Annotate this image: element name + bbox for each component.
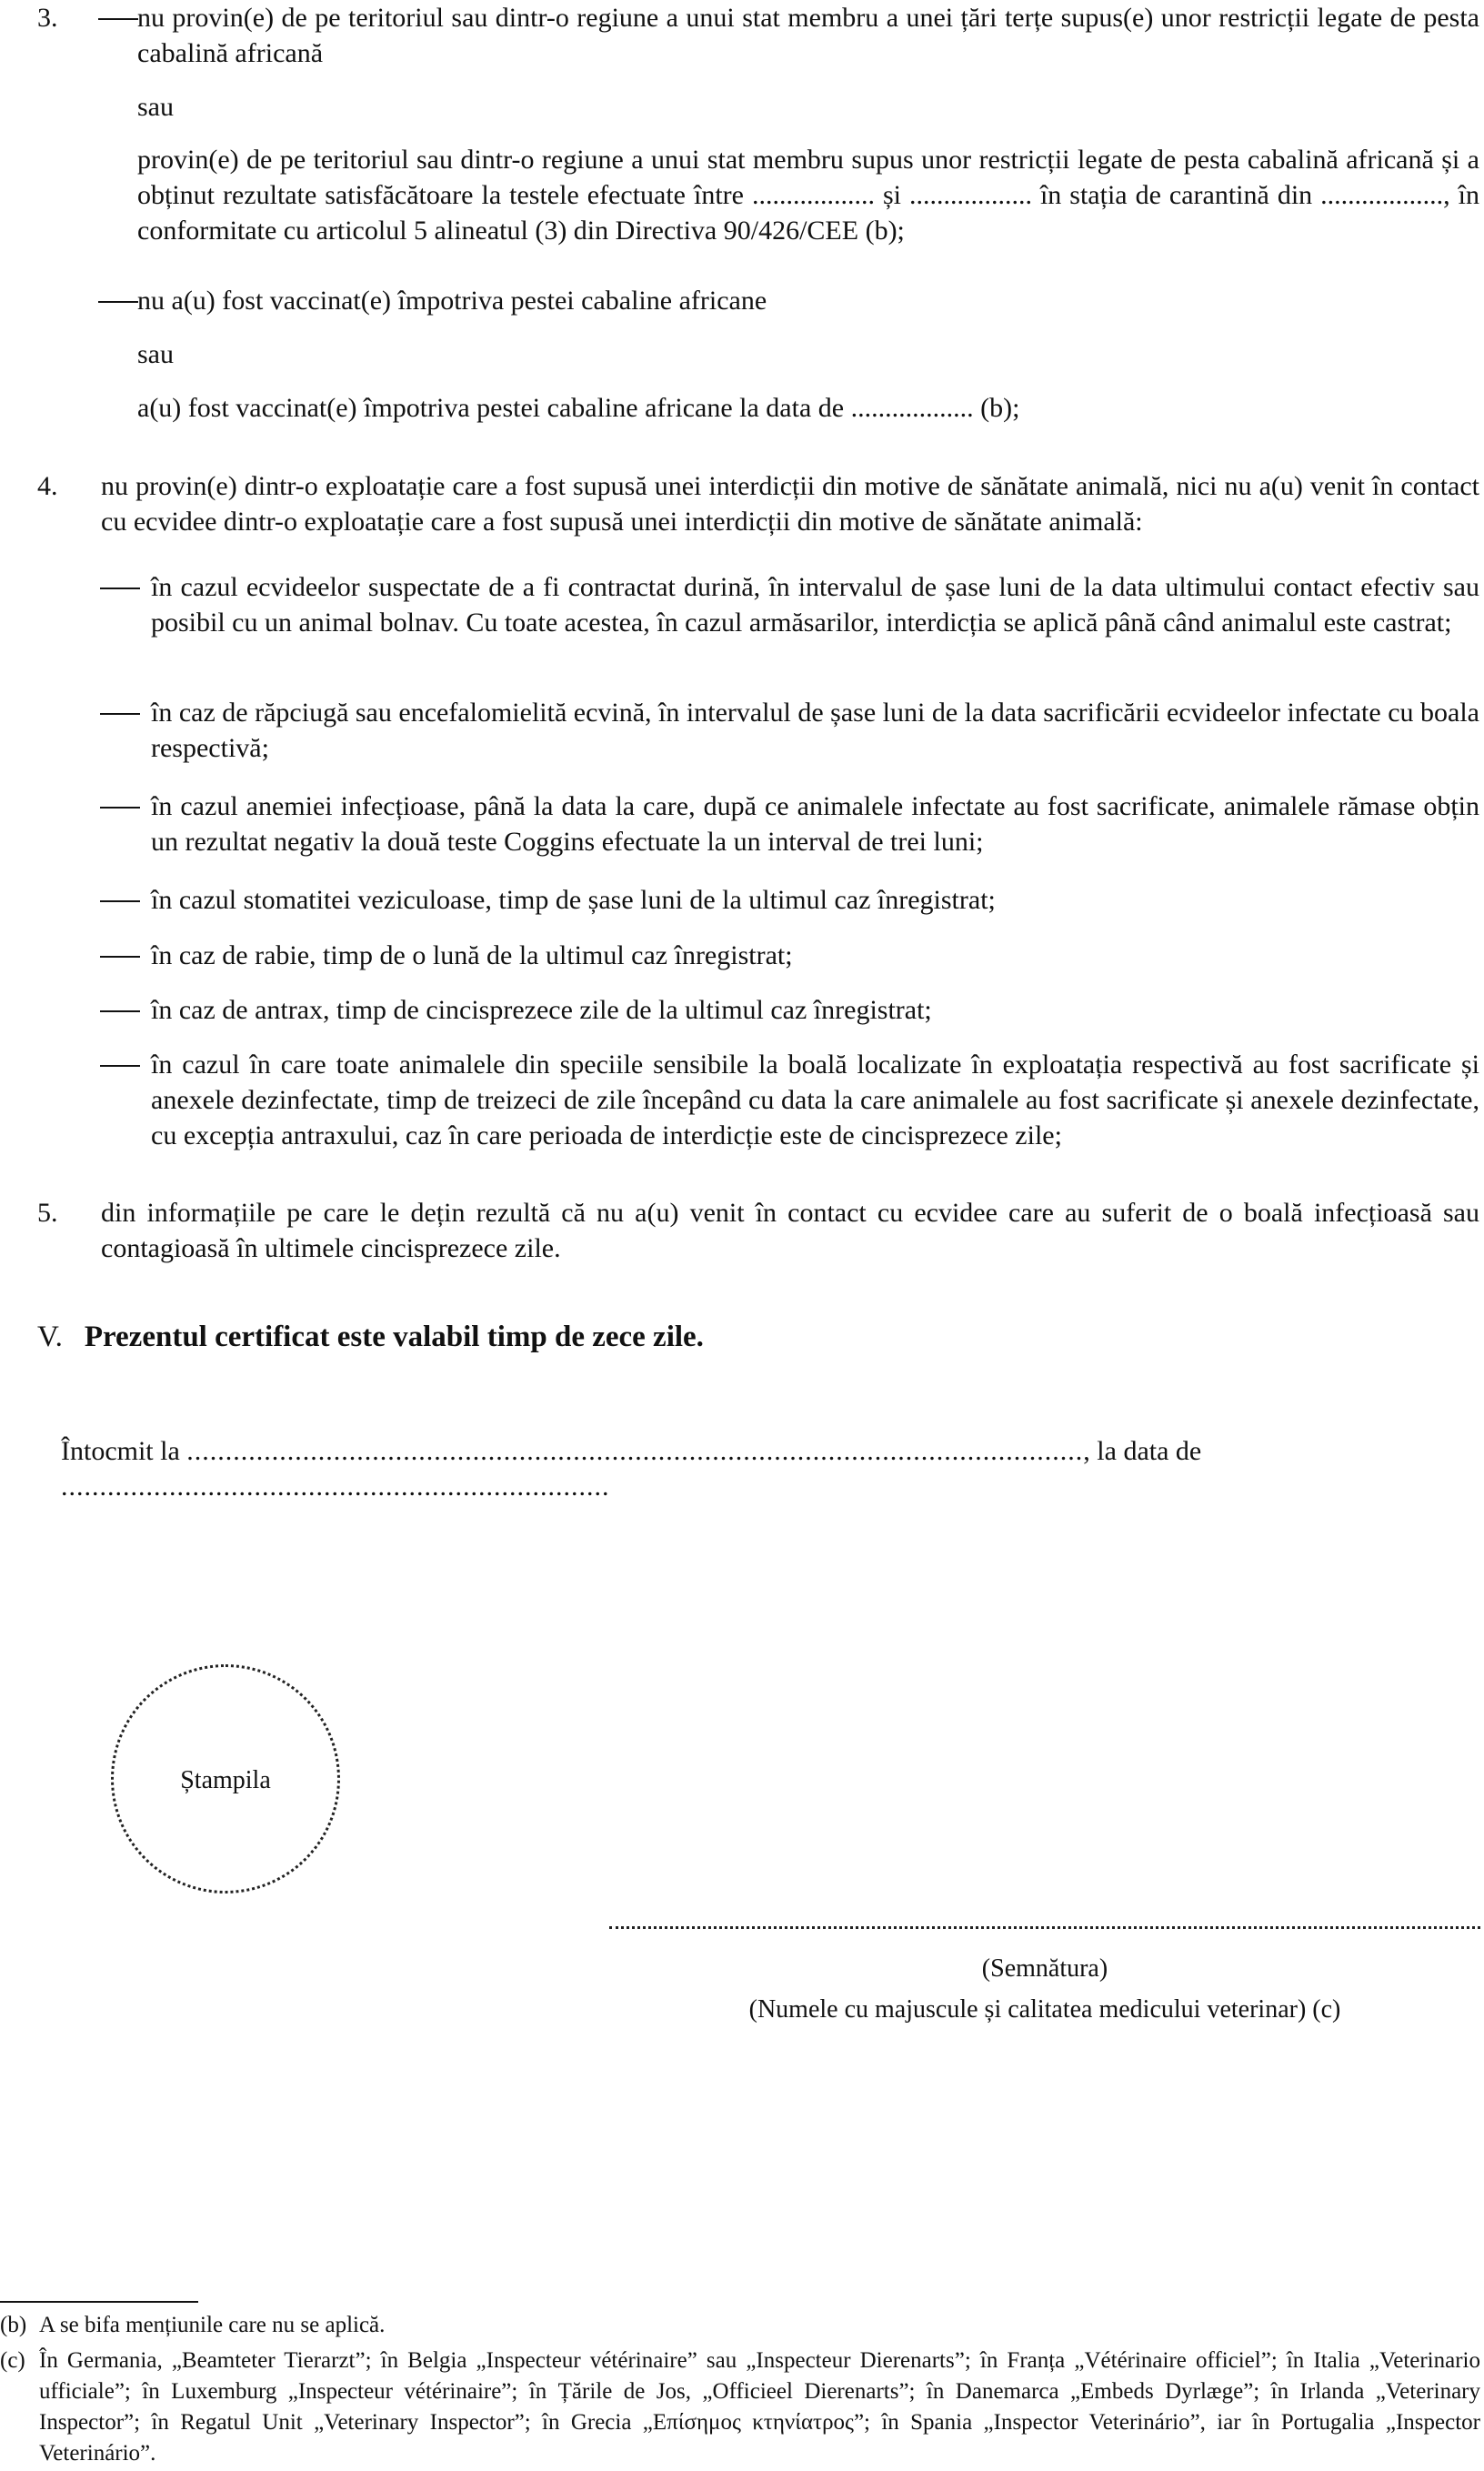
item-4-bullet — [151, 938, 1479, 973]
item-4-number: 4. — [37, 471, 58, 501]
item-3-a-alt: provin(e) de pe teritoriul sau dintr-o regiune a unui stat membru supus unor restricții legate de pesta cabalină africană și a obținut rezultate satisfăcătoare la testele efectuate între .................. și .................. în stația de carantină din .................., în conformitate cu articolul 5 alineatul (3) din Directiva 90/426/CEE (b); — [137, 145, 1479, 246]
item-4-intro: nu provin(e) dintr-o exploatație care a fost supusă unei interdicții din motive de sănătate animală, nici nu a(u) venit în contact cu ecvidee dintr-o exploatație care a fost supusă unei interdicții din motive de sănătate animală: — [101, 471, 1479, 537]
signature-caption: (Semnătura) — [981, 1954, 1108, 1983]
stamp-label: Ștampila — [180, 1766, 271, 1794]
item-3-a-or: sau — [137, 92, 174, 122]
item-4-bullet-text: în cazul în care toate animalele din speciile sensibile la boală localizate în exploatația respectivă au fost sacrificate și anexele dezinfectate, timp de treizeci de zile începând cu data la care animalele au fost sacrificate și anexele dezinfectate, cu excepția antraxului, caz în care perioada de interdicție este de cincisprezece zile; — [151, 1050, 1479, 1150]
footnote-divider — [0, 2301, 198, 2303]
item-3-b-text — [137, 283, 1479, 426]
item-3-number: 3. — [37, 3, 58, 33]
item-4-bullet-text: în cazul anemiei infecțioase, până la data la care, după ce animalele infectate au fost sacrificate, animalele rămase obțin un rezultat negativ la două teste Coggins efectuate la un interval de trei luni; — [151, 791, 1479, 857]
stamp-circle — [111, 1664, 340, 1893]
footnote-tag: (c) — [0, 2348, 25, 2373]
item-3-a-line: nu provin(e) de pe teritoriul sau dintr-o regiune a unui stat membru a unei țări terțe supus(e) unor restricții legate de pesta cabalină africană — [137, 3, 1479, 68]
item-4-bullet-text: în cazul ecvideelor suspectate de a fi contractat durină, în intervalul de șase luni de la data ultimului contact efectiv sau posibil cu un animal bolnav. Cu toate acestea, în cazul armăsarilor, interdicția se aplică până când animalul este castrat; — [151, 572, 1479, 638]
dash-marker — [100, 900, 140, 902]
dash-marker — [100, 1065, 140, 1067]
item-3-a — [137, 0, 1479, 248]
dash-marker — [100, 588, 140, 589]
item-4-bullet-text: în caz de antrax, timp de cincisprezece zile de la ultimul caz înregistrat; — [151, 995, 932, 1025]
footnote-text: În Germania, „Beamteter Tierarzt”; în Belgia „Inspecteur vétérinaire” sau „Inspecteur Dierenarts”; în Franța „Vétérinaire officiel”; în Italia „Veterinario ufficiale”; în Luxemburg „Inspecteur vétérinaire”; în Țările de Jos, „Officieel Dierenarts”; în Danemarca „Embeds Dyrlæge”; în Irlanda „Veterinary Inspector”; în Regatul Unit „Veterinary Inspector”; în Grecia „Επίσημος κτηνίατρος”; în Spania „Inspector Veterinário”, iar în Portugalia „Inspector Veterinário”. — [39, 2348, 1480, 2466]
dash-marker — [100, 807, 140, 809]
item-4-bullet — [151, 992, 1479, 1028]
date-label: , la data de — [1083, 1436, 1202, 1466]
drawn-up-label: Întocmit la — [61, 1436, 180, 1466]
item-5-number: 5. — [37, 1198, 58, 1228]
drawn-up-place-field: .................................................................................................................... — [186, 1436, 1084, 1466]
item-4-bullet — [151, 1047, 1479, 1153]
item-4-bullet-text: în caz de răpciugă sau encefalomielită ecvină, în intervalul de șase luni de la data sacrificării ecvideelor infectate cu boala respectivă; — [151, 698, 1479, 763]
item-3-b-alt: a(u) fost vaccinat(e) împotriva pestei cabaline africane la data de .................. (b); — [137, 393, 1020, 423]
footnote-text: A se bifa mențiunile care nu se aplică. — [39, 2313, 386, 2337]
item-4-bullet — [151, 789, 1479, 859]
section-v-title: Prezentul certificat este valabil timp de zece zile. — [84, 1321, 704, 1353]
section-v-heading — [37, 1320, 704, 1355]
date-field: ....................................................................... — [61, 1472, 610, 1502]
item-5-text: din informațiile pe care le dețin rezultă că nu a(u) venit în contact cu ecvidee care au suferit de o boală infecțioasă sau contagioasă în ultimele cincisprezece zile. — [101, 1198, 1479, 1263]
drawn-up-line — [61, 1433, 1479, 1504]
dash-marker — [100, 956, 140, 958]
item-4-bullet — [151, 882, 1479, 918]
item-4-bullet-text: în caz de rabie, timp de o lună de la ultimul caz înregistrat; — [151, 940, 793, 970]
signature-line — [609, 1926, 1480, 1929]
footnote-tag: (b) — [0, 2313, 27, 2337]
dash-marker — [100, 1010, 140, 1012]
item-3-b-or: sau — [137, 339, 174, 369]
item-4-bullet-text: în cazul stomatitei veziculoase, timp de șase luni de la ultimul caz înregistrat; — [151, 885, 996, 915]
dash-marker — [100, 713, 140, 715]
item-4-bullet — [151, 695, 1479, 766]
item-3-b-line: nu a(u) fost vaccinat(e) împotriva pestei cabaline africane — [137, 286, 767, 316]
dash-marker — [98, 301, 138, 303]
item-4-bullet — [151, 569, 1479, 640]
dash-marker — [98, 18, 138, 20]
section-v-roman: V. — [37, 1321, 63, 1353]
signature-subcaption: (Numele cu majuscule și calitatea medicului veterinar) (c) — [748, 1995, 1341, 2024]
